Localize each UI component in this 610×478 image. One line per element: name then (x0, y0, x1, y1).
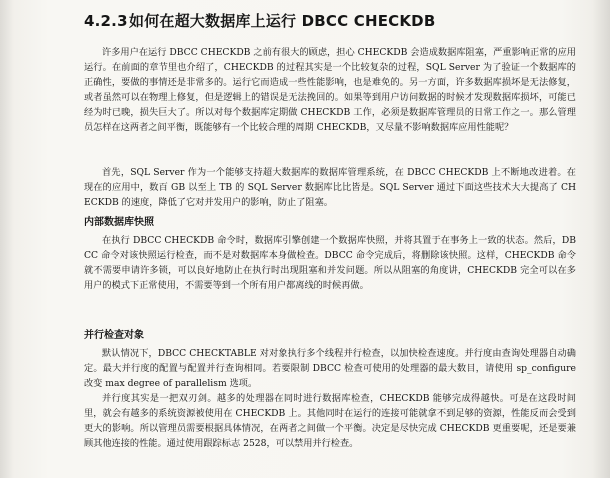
document-content (84, 10, 576, 466)
section-title: 如何在超大数据库上运行 DBCC CHECKDB (129, 12, 436, 30)
intro-paragraph-2: 首先，SQL Server 作为一个能够支持超大数据库的数据库管理系统，在 DBCC CHECKDB 上不断地改进着。在现在的应用中，数百 GB 以至上 TB 的 SQL Server 数据库比比皆是。SQL Server 通过下面这些技术大大提高了 CHECKDB 的速度，降低了它对并发用户的影响，防止了阻塞。 (84, 167, 576, 208)
subsection-title-internal-snapshot: 内部数据库快照 (84, 217, 154, 228)
page-gutter-shadow (0, 0, 14, 478)
internal-snapshot-paragraph: 在执行 DBCC CHECKDB 命令时，数据库引擎创建一个数据库快照，并将其置于在事务上一致的状态。然后，DBCC 命令对该快照运行检查，而不是对数据库本身做检查。DBCC 命令完成后，将删除该快照。这样，CHECKDB 命令就不需要申请许多锁，可以良好地防止在执行时出现阻塞和并发问题。所以从阻塞的角度讲，CHECKDB 完全可以在多用户的模式下正常使用，不需要等到一个所有用户都离线的时候再做。 (84, 235, 576, 291)
page-edge-shadow (592, 0, 610, 478)
section-number: 4.2.3 (84, 12, 128, 30)
subsection-title-parallel-check: 并行检查对象 (84, 330, 144, 341)
parallel-check-paragraph-1: 默认情况下，DBCC CHECKTABLE 对对象执行多个线程并行检查，以加快检查速度。并行度由查询处理器自动确定。最大并行度的配置与配置并行查询相同。若要限制 DBCC 检查可使用的处理器的最大数目，请使用 sp_configure 改变 max degree of parallelism 选项。 (84, 348, 576, 389)
parallel-check-paragraph-2: 并行度其实是一把双刃剑。越多的处理器在同时进行数据库检查，CHECKDB 能够完成得越快。可是在这段时间里，就会有越多的系统资源被使用在 CHECKDB 上。其他同时在运行的连接可能就拿不到足够的资源，性能反而会受到更大的影响。所以管理员需要根据具体情况，在两者之间做一个平衡。决定是尽快完成 CHECKDB 更重要呢，还是要兼顾其他连接的性能。通过使用跟踪标志 2528，可以禁用并行检查。 (84, 393, 576, 449)
intro-paragraph-1: 许多用户在运行 DBCC CHECKDB 之前有很大的顾虑，担心 CHECKDB 会造成数据库阻塞，严重影响正常的应用运行。在前面的章节里也介绍了，CHECKDB 的过程其实是一个比较复杂的过程，SQL Server 为了验证一个数据库的正确性，要做的事情还是非常多的。运行它而造成一些性能影响，也是难免的。另一方面，许多数据库损坏是无法修复，或者虽然可以在物理上修复，但是逻辑上的错误是无法挽回的。如果等到用户访问数据的时候才发现数据库损坏，可能已经为时已晚，损失巨大了。所以对每个数据库定期做 CHECKDB 工作，必须是数据库管理员的日常工作之一。那么管理员怎样在这两者之间平衡，既能够有一个比较合理的周期 CHECKDB，又尽量不影响数据库应用性能呢？ (84, 47, 576, 133)
section-heading (84, 10, 576, 35)
